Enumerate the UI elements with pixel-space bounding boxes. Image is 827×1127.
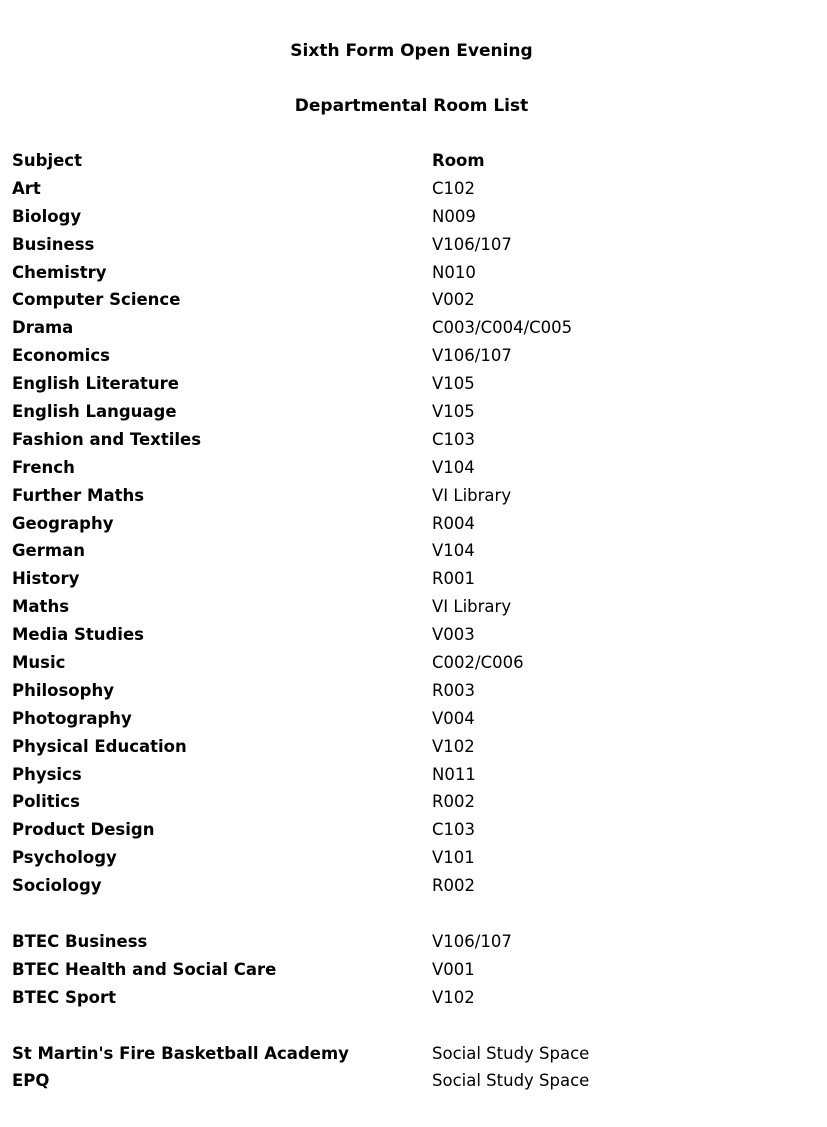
table-row	[12, 345, 812, 373]
subject-cell: History	[12, 569, 80, 589]
table-row	[12, 1070, 812, 1098]
subject-cell: Art	[12, 178, 41, 198]
subject-cell: Further Maths	[12, 485, 145, 505]
table-row	[12, 457, 812, 485]
room-cell: Social Study Space	[432, 1043, 590, 1063]
room-cell: Social Study Space	[432, 1071, 590, 1091]
table-row	[12, 596, 812, 624]
room-cell: N010	[432, 262, 476, 282]
subject-cell: Music	[12, 653, 66, 673]
room-column-header: Room	[432, 151, 485, 170]
table-row	[12, 373, 812, 401]
table-row	[12, 317, 812, 345]
subject-cell: BTEC Sport	[12, 987, 117, 1007]
room-cell: R002	[432, 792, 475, 812]
group-spacer	[12, 1015, 812, 1043]
room-cell: C102	[432, 178, 476, 198]
room-cell: V106/107	[432, 931, 512, 951]
subject-cell: Product Design	[12, 820, 155, 840]
table-row	[12, 959, 812, 987]
room-list-table	[12, 150, 812, 1098]
subject-cell: St Martin's Fire Basketball Academy	[12, 1043, 349, 1063]
table-row	[12, 791, 812, 819]
room-cell: VI Library	[432, 597, 512, 617]
room-cell: V001	[432, 959, 475, 979]
subject-cell: Fashion and Textiles	[12, 429, 202, 449]
room-cell: C103	[432, 429, 476, 449]
room-cell: N009	[432, 206, 476, 226]
subject-cell: Business	[12, 234, 95, 254]
group-spacer	[12, 903, 812, 931]
subject-cell: English Literature	[12, 374, 179, 394]
room-cell: R001	[432, 569, 475, 589]
room-cell: C103	[432, 820, 476, 840]
subject-cell: Economics	[12, 346, 110, 366]
subject-cell: Philosophy	[12, 680, 114, 700]
subject-cell: EPQ	[12, 1071, 50, 1091]
table-row	[12, 178, 812, 206]
table-row	[12, 485, 812, 513]
room-cell: V106/107	[432, 234, 512, 254]
table-row	[12, 847, 812, 875]
room-cell: V106/107	[432, 346, 512, 366]
room-cell: V102	[432, 987, 475, 1007]
table-row	[12, 875, 812, 903]
room-cell: V105	[432, 402, 475, 422]
table-row	[12, 819, 812, 847]
subject-column-header: Subject	[12, 151, 82, 170]
table-row	[12, 206, 812, 234]
subject-cell: French	[12, 457, 75, 477]
room-cell: C002/C006	[432, 653, 524, 673]
subject-cell: Drama	[12, 318, 74, 338]
room-cell: V101	[432, 848, 475, 868]
subject-cell: Computer Science	[12, 290, 181, 310]
room-cell: V102	[432, 736, 475, 756]
room-cell: N011	[432, 764, 476, 784]
subject-cell: Maths	[12, 597, 70, 617]
table-row	[12, 652, 812, 680]
room-cell: V004	[432, 708, 475, 728]
room-cell: V104	[432, 541, 475, 561]
table-row	[12, 540, 812, 568]
subject-cell: English Language	[12, 402, 177, 422]
room-cell: V003	[432, 625, 475, 645]
subject-cell: Psychology	[12, 848, 117, 868]
table-row	[12, 931, 812, 959]
table-row	[12, 680, 812, 708]
subject-cell: Photography	[12, 708, 132, 728]
subject-cell: BTEC Health and Social Care	[12, 959, 277, 979]
room-cell: R003	[432, 680, 475, 700]
subject-cell: Chemistry	[12, 262, 107, 282]
table-row	[12, 234, 812, 262]
subject-cell: Biology	[12, 206, 82, 226]
room-cell: R002	[432, 876, 475, 896]
room-cell: VI Library	[432, 485, 512, 505]
document-subtitle: Departmental Room List	[294, 96, 529, 116]
subject-cell: Geography	[12, 513, 114, 533]
subject-cell: Physical Education	[12, 736, 187, 756]
table-row	[12, 1043, 812, 1071]
subject-cell: Physics	[12, 764, 82, 784]
room-cell: C003/C004/C005	[432, 318, 573, 338]
table-row	[12, 568, 812, 596]
table-row	[12, 429, 812, 457]
table-row	[12, 624, 812, 652]
subject-cell: BTEC Business	[12, 931, 148, 951]
table-row	[12, 987, 812, 1015]
table-row	[12, 764, 812, 792]
table-row	[12, 513, 812, 541]
subject-cell: Sociology	[12, 876, 102, 896]
table-row	[12, 708, 812, 736]
document-title: Sixth Form Open Evening	[290, 41, 533, 61]
table-row	[12, 289, 812, 317]
table-row	[12, 736, 812, 764]
room-cell: V002	[432, 290, 475, 310]
subject-cell: Media Studies	[12, 625, 144, 645]
subject-cell: Politics	[12, 792, 80, 812]
table-row	[12, 262, 812, 290]
room-cell: R004	[432, 513, 475, 533]
room-cell: V105	[432, 374, 475, 394]
table-header-row	[12, 150, 812, 178]
table-row	[12, 401, 812, 429]
room-cell: V104	[432, 457, 475, 477]
subject-cell: German	[12, 541, 85, 561]
